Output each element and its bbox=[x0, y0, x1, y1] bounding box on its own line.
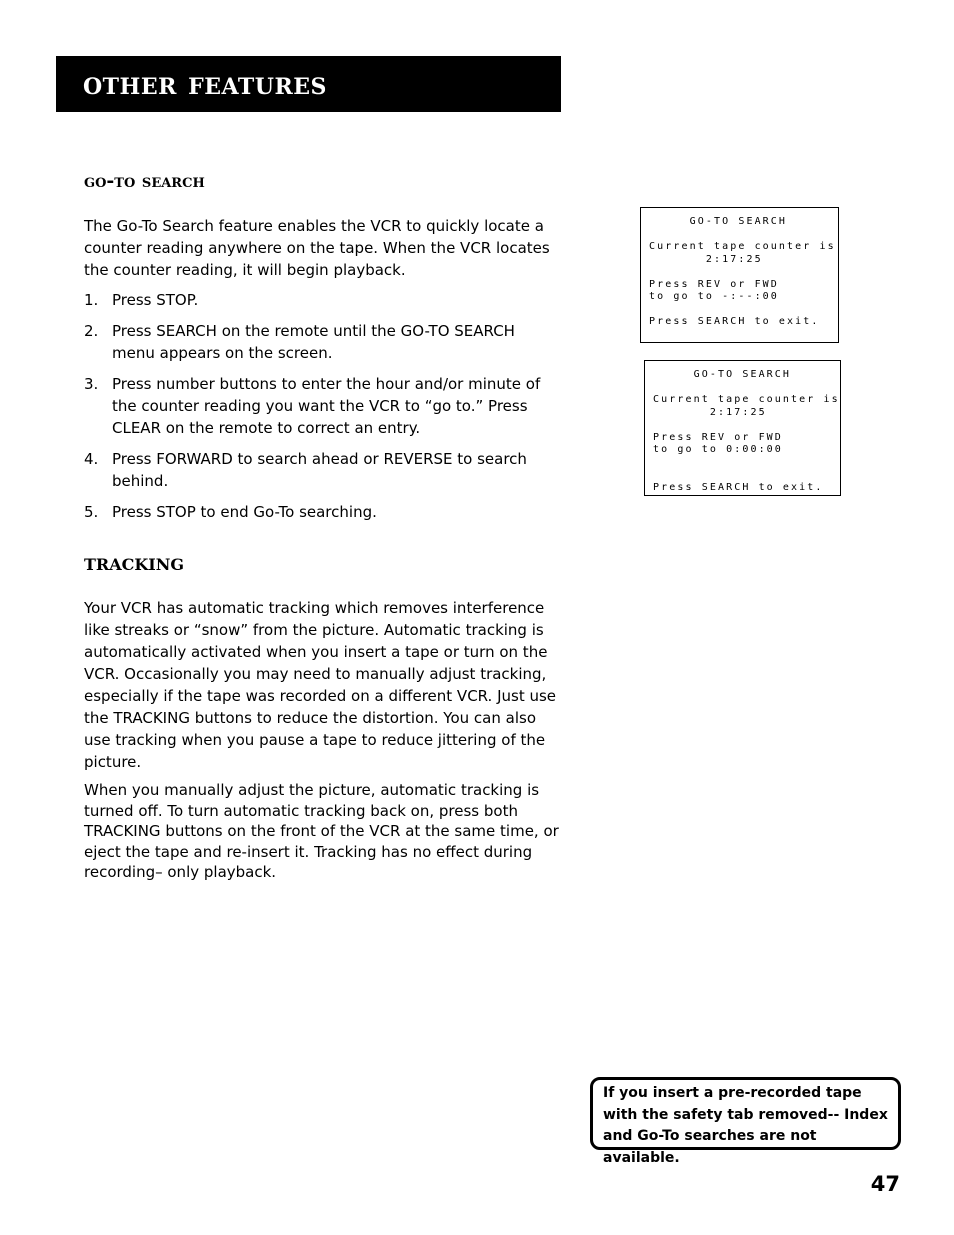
screen-line: to go to -:--:00 bbox=[649, 291, 779, 302]
screen-line bbox=[653, 469, 832, 482]
page-number: 47 bbox=[870, 1172, 900, 1196]
screen-line bbox=[649, 266, 830, 279]
step-item bbox=[84, 289, 562, 311]
screen-line: Current tape counter is bbox=[653, 394, 840, 405]
step-item bbox=[84, 448, 562, 492]
screen-line: to go to 0:00:00 bbox=[653, 444, 783, 455]
screen-line bbox=[653, 419, 832, 432]
goto-search-intro: The Go-To Search feature enables the VCR to quickly locate a counter reading anywhere on the tape. When the VCR locates the counter reading, it will begin playback. bbox=[84, 217, 550, 279]
screen-line bbox=[649, 304, 830, 317]
step-number: 4. bbox=[84, 450, 99, 468]
step-text: Press STOP to end Go-To searching. bbox=[112, 503, 377, 521]
goto-search-screen-2 bbox=[644, 360, 841, 496]
goto-search-heading: go-to search bbox=[84, 170, 205, 192]
goto-search-steps bbox=[84, 289, 562, 532]
step-number: 1. bbox=[84, 291, 99, 309]
step-text: Press SEARCH on the remote until the GO-TO SEARCH menu appears on the screen. bbox=[112, 322, 515, 362]
screen-line bbox=[653, 457, 832, 470]
screen-line bbox=[653, 382, 832, 395]
step-item bbox=[84, 501, 562, 523]
screen-line: Press REV or FWD bbox=[653, 431, 783, 443]
step-item bbox=[84, 373, 562, 439]
safety-tab-note: If you insert a pre-recorded tape with the safety tab removed-- Index and Go-To searches are not available. bbox=[590, 1077, 901, 1150]
tracking-paragraph-2: When you manually adjust the picture, automatic tracking is turned off. To turn automatic tracking back on, press both TRACKING buttons on the front of the VCR at the same time, or eject the tape and re-insert it. Tracking has no effect during recording– only playback. bbox=[84, 781, 559, 881]
goto-search-screen-1 bbox=[640, 207, 839, 343]
screen-line: GO-TO SEARCH bbox=[653, 369, 792, 380]
tracking-paragraph-1: Your VCR has automatic tracking which removes interference like streaks or “snow” from the picture. Automatic tracking is automatically activated when you insert a tape or turn on the VCR. Occasionally you may need to manually adjust tracking, especially if the tape was recorded on a different VCR. Just use the TRACKING buttons to reduce the distortion. You can also use tracking when you pause a tape to reduce jittering of the picture. bbox=[84, 599, 557, 771]
step-number: 3. bbox=[84, 375, 99, 393]
step-number: 5. bbox=[84, 503, 99, 521]
screen-line: GO-TO SEARCH bbox=[649, 216, 788, 227]
step-text: Press STOP. bbox=[112, 291, 199, 309]
step-number: 2. bbox=[84, 322, 99, 340]
step-text: Press number buttons to enter the hour and/or minute of the counter reading you want the VCR to “go to.” Press CLEAR on the remote to correct an entry. bbox=[112, 375, 541, 437]
screen-line: 2:17:25 bbox=[653, 406, 767, 418]
screen-line: Press REV or FWD bbox=[649, 278, 779, 290]
step-item bbox=[84, 320, 562, 364]
screen-line: Press SEARCH to exit. bbox=[653, 481, 824, 493]
step-text: Press FORWARD to search ahead or REVERSE to search behind. bbox=[112, 450, 527, 490]
screen-line: Current tape counter is bbox=[649, 241, 836, 252]
screen-line: 2:17:25 bbox=[649, 253, 763, 265]
screen-line: Press SEARCH to exit. bbox=[649, 316, 820, 327]
section-banner bbox=[56, 56, 561, 112]
tracking-heading: tracking bbox=[84, 549, 185, 576]
screen-line bbox=[649, 229, 830, 242]
page-title: other features bbox=[83, 66, 327, 102]
